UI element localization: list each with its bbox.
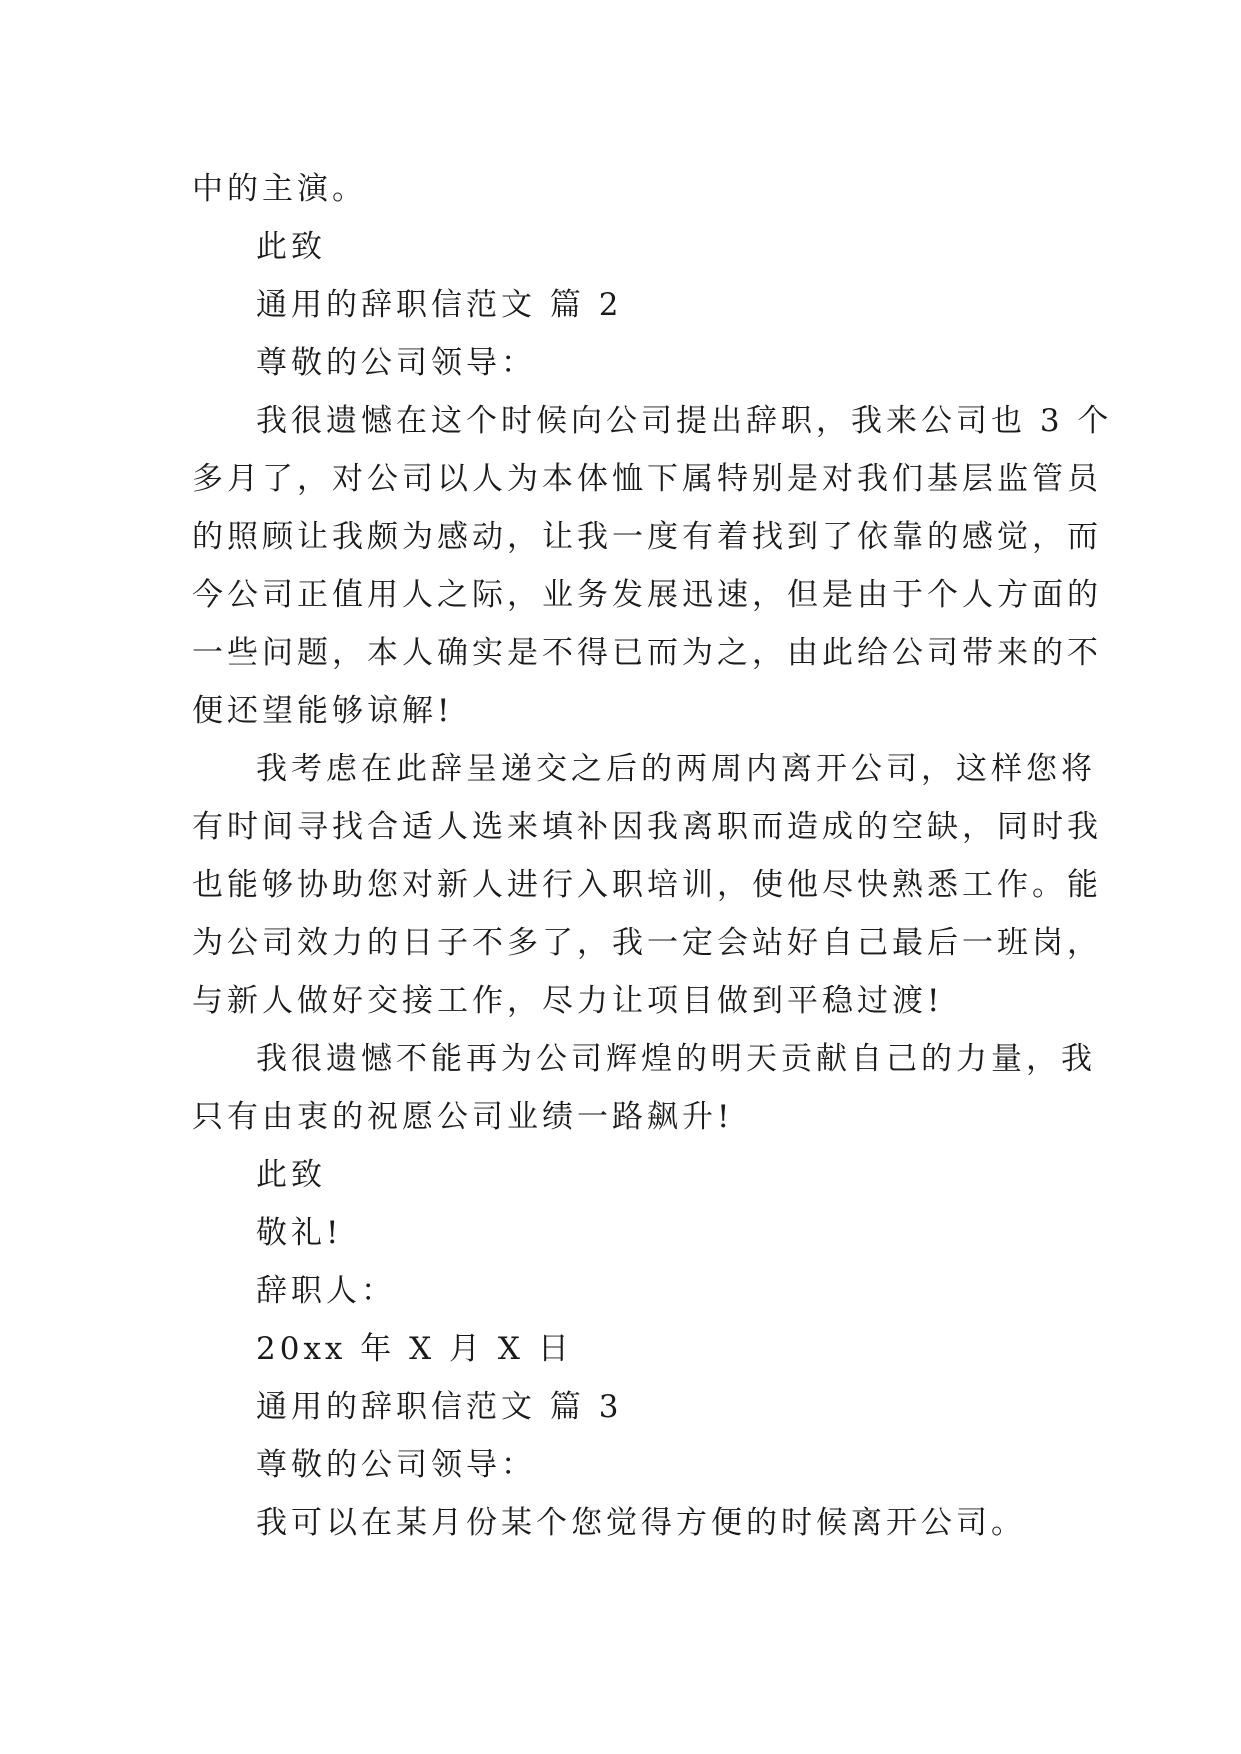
text-line: 我可以在某月份某个您觉得方便的时候离开公司。	[256, 1505, 1026, 1541]
text-line: 我很遗憾在这个时候向公司提出辞职，我来公司也 3 个	[256, 403, 1113, 439]
text-line: 的照顾让我颇为感动，让我一度有着找到了依靠的感觉，而	[192, 519, 1102, 555]
text-line: 我考虑在此辞呈递交之后的两周内离开公司，这样您将	[256, 751, 1096, 787]
salutation-regards: 敬礼!	[256, 1215, 343, 1251]
salutation-closing: 此致	[256, 1157, 326, 1193]
signature-label: 辞职人：	[256, 1273, 396, 1309]
text-line: 只有由衷的祝愿公司业绩一路飙升!	[192, 1099, 734, 1135]
letter-greeting: 尊敬的公司领导：	[256, 345, 536, 381]
salutation-closing: 此致	[256, 229, 326, 265]
text-line: 一些问题，本人确实是不得已而为之，由此给公司带来的不	[192, 635, 1102, 671]
text-line: 有时间寻找合适人选来填补因我离职而造成的空缺，同时我	[192, 809, 1102, 845]
text-line: 我很遗憾不能再为公司辉煌的明天贡献自己的力量，我	[256, 1041, 1096, 1077]
text-line: 今公司正值用人之际，业务发展迅速，但是由于个人方面的	[192, 577, 1102, 613]
letter-body	[192, 160, 1113, 1552]
text-line: 为公司效力的日子不多了，我一定会站好自己最后一班岗，	[192, 925, 1102, 961]
section-heading: 通用的辞职信范文 篇 2	[256, 287, 623, 323]
section-heading: 通用的辞职信范文 篇 3	[256, 1389, 623, 1425]
text-line: 便还望能够谅解!	[192, 693, 454, 729]
text-line: 中的主演。	[192, 171, 367, 207]
letter-greeting: 尊敬的公司领导：	[256, 1447, 536, 1483]
text-line: 多月了，对公司以人为本体恤下属特别是对我们基层监管员	[192, 461, 1102, 497]
letter-date: 20xx 年 X 月 X 日	[256, 1331, 573, 1367]
text-line: 与新人做好交接工作，尽力让项目做到平稳过渡!	[192, 983, 944, 1019]
text-line: 也能够协助您对新人进行入职培训，使他尽快熟悉工作。能	[192, 867, 1102, 903]
